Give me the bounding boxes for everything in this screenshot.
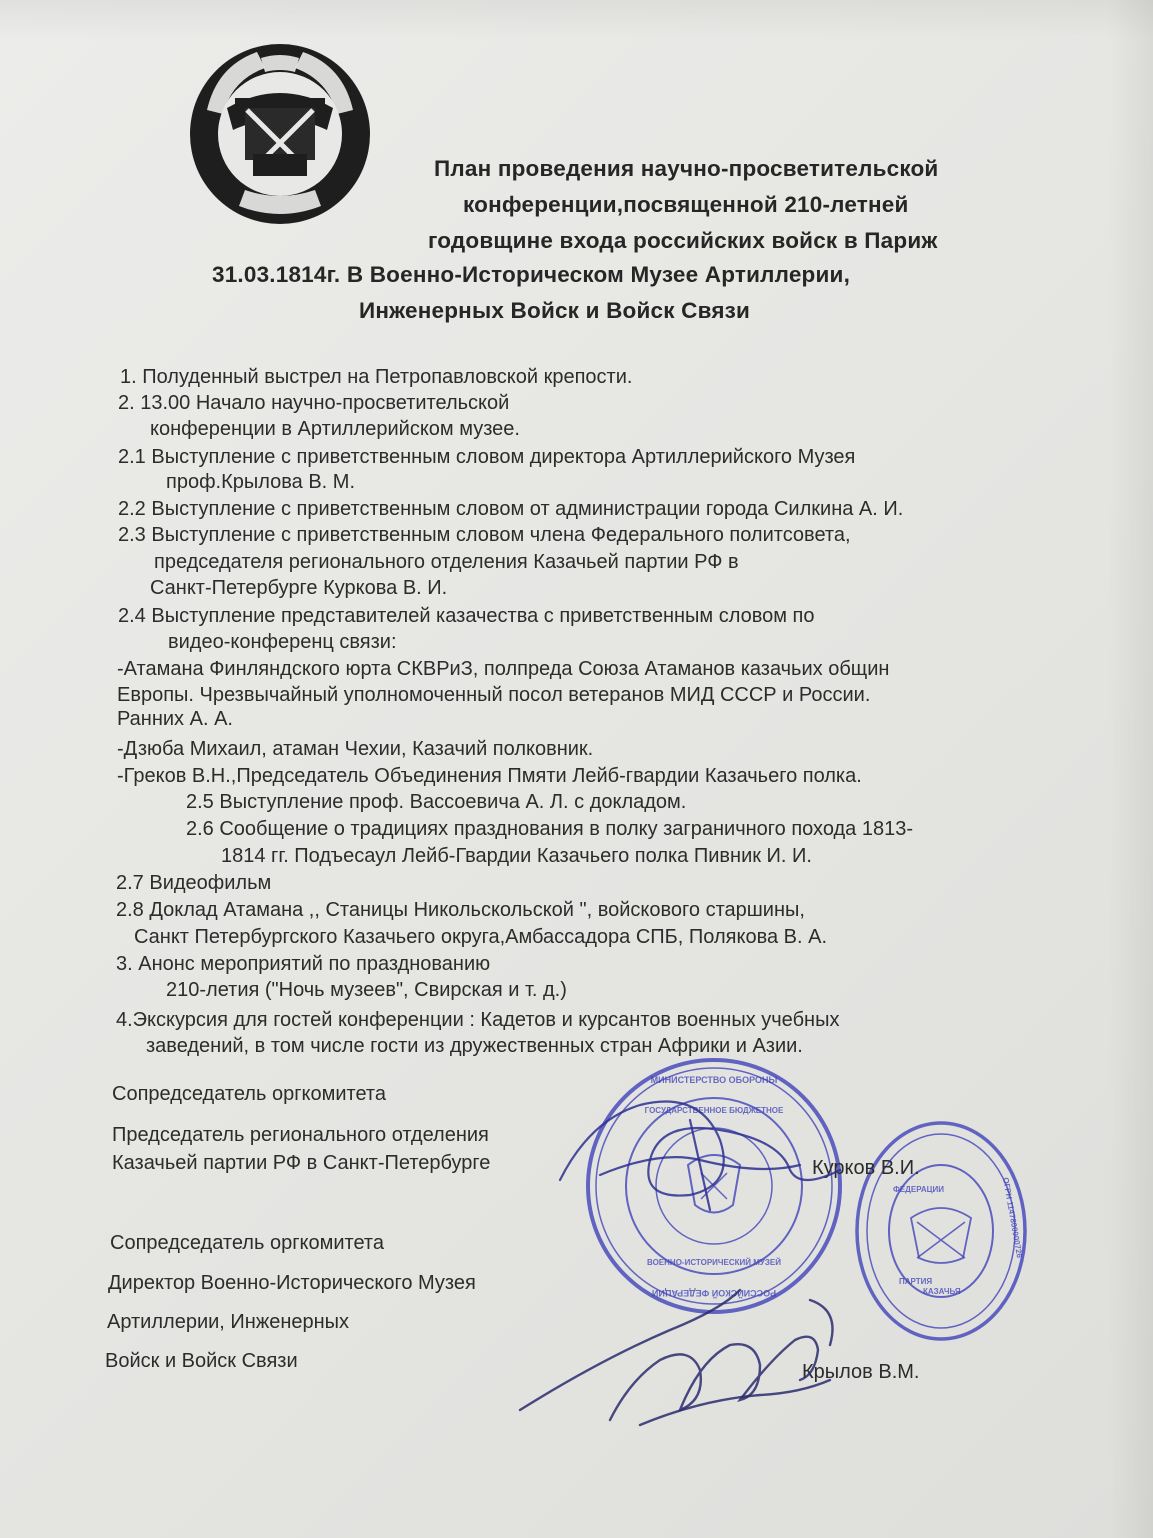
role-2-line-c: Войск и Войск Связи: [105, 1350, 298, 1372]
program-item-2-1-cont: проф.Крылова В. М.: [166, 471, 356, 493]
speaker-1-cont: Европы. Чрезвычайный уполномоченный посол ветеранов МИД СССР и России.: [117, 684, 871, 706]
program-item-2-7: 2.7 Видеофильм: [116, 872, 272, 894]
title-line-3: годовщине входа российских войск в Париж: [428, 228, 938, 253]
program-item-2-6: 2.6 Сообщение о традициях празднования в полку заграничного похода 1813-: [186, 818, 914, 840]
svg-text:РОССИЙСКОЙ ФЕДЕРАЦИИ: РОССИЙСКОЙ ФЕДЕРАЦИИ: [651, 1288, 777, 1298]
program-item-3: 3. Анонс мероприятий по празднованию: [116, 953, 491, 975]
program-item-2-3: 2.3 Выступление с приветственным словом члена Федерального политсовета,: [118, 524, 851, 546]
program-item-2-8-cont: Санкт Петербургского Казачьего округа,Амбассадора СПБ, Полякова В. А.: [134, 926, 827, 948]
party-stamp: [853, 1118, 1029, 1344]
speaker-1-name: Ранних А. А.: [117, 708, 233, 730]
speaker-3: -Греков В.Н.,Председатель Объединения Пмяти Лейб-гвардии Казачьего полка.: [117, 765, 862, 787]
program-item-4-cont: заведений, в том числе гости из дружественных стран Африки и Азии.: [146, 1035, 803, 1057]
title-line-5: Инженерных Войск и Войск Связи: [359, 298, 751, 323]
co-chair-label-2: Сопредседатель оргкомитета: [110, 1232, 384, 1254]
program-item-2-4: 2.4 Выступление представителей казачества с приветственным словом по: [118, 605, 815, 627]
program-item-2-3-cont2: Санкт-Петербурге Куркова В. И.: [150, 577, 448, 599]
svg-text:ОГРН 1147800000726: ОГРН 1147800000726: [1001, 1176, 1025, 1259]
title-line-2: конференции,посвященной 210-летней: [463, 192, 909, 217]
program-item-2-1: 2.1 Выступление с приветственным словом директора Артиллерийского Музея: [118, 446, 856, 468]
signatory-name-1: Курков В.И.: [812, 1157, 920, 1179]
program-item-2-8: 2.8 Доклад Атамана ,, Станицы Никольскольской ", войскового старшины,: [116, 899, 805, 921]
program-item-2-3-cont: председателя регионального отделения Казачьей партии РФ в: [154, 551, 739, 573]
document-title: [150, 150, 1130, 330]
program-item-2-6-cont: 1814 гг. Подъесаул Лейб-Гвардии Казачьего полка Пивник И. И.: [221, 845, 812, 867]
svg-text:ГОСУДАРСТВЕННОЕ БЮДЖЕТНОЕ: ГОСУДАРСТВЕННОЕ БЮДЖЕТНОЕ: [644, 1106, 784, 1115]
program-item-2-5: 2.5 Выступление проф. Вассоевича А. Л. с докладом.: [186, 791, 687, 813]
museum-stamp: [583, 1055, 845, 1317]
svg-text:КАЗАЧЬЯ: КАЗАЧЬЯ: [923, 1287, 961, 1296]
title-line-1: План проведения научно-просветительской: [434, 156, 939, 181]
signatory-name-2: Крылов В.М.: [802, 1361, 920, 1383]
program-item-2-cont: конференции в Артиллерийском музее.: [150, 418, 520, 440]
role-1-line-b: Казачьей партии РФ в Санкт-Петербурге: [112, 1152, 491, 1174]
co-chair-label-1: Сопредседатель оргкомитета: [112, 1083, 386, 1105]
program-item-1: 1. Полуденный выстрел на Петропавловской крепости.: [120, 366, 633, 388]
svg-text:ПАРТИЯ: ПАРТИЯ: [899, 1277, 933, 1286]
svg-text:ВОЕННО-ИСТОРИЧЕСКИЙ МУЗЕЙ: ВОЕННО-ИСТОРИЧЕСКИЙ МУЗЕЙ: [647, 1258, 781, 1267]
program-item-2: 2. 13.00 Начало научно-просветительской: [118, 392, 510, 414]
speaker-2: -Дзюба Михаил, атаман Чехии, Казачий полковник.: [117, 738, 594, 760]
program-item-2-4-cont: видео-конференц связи:: [168, 631, 397, 653]
speaker-1: -Атамана Финляндского юрта СКВРиЗ, полпреда Союза Атаманов казачьих общин: [117, 658, 890, 680]
program-item-4: 4.Экскурсия для гостей конференции : Кадетов и курсантов военных учебных: [116, 1009, 840, 1031]
svg-text:МИНИСТЕРСТВО ОБОРОНЫ: МИНИСТЕРСТВО ОБОРОНЫ: [650, 1075, 778, 1085]
title-line-4: 31.03.1814г. В Военно-Историческом Музее Артиллерии,: [212, 262, 851, 287]
role-2-line-a: Директор Военно-Исторического Музея: [108, 1272, 476, 1294]
program-item-3-cont: 210-летия ("Ночь музеев", Свирская и т. д.): [166, 979, 567, 1001]
role-2-line-b: Артиллерии, Инженерных: [107, 1311, 350, 1333]
role-1-line-a: Председатель регионального отделения: [112, 1124, 489, 1146]
svg-text:ФЕДЕРАЦИИ: ФЕДЕРАЦИИ: [893, 1185, 944, 1194]
page-shadow: [0, 0, 1153, 40]
program-item-2-2: 2.2 Выступление с приветственным словом от администрации города Силкина А. И.: [118, 498, 904, 520]
